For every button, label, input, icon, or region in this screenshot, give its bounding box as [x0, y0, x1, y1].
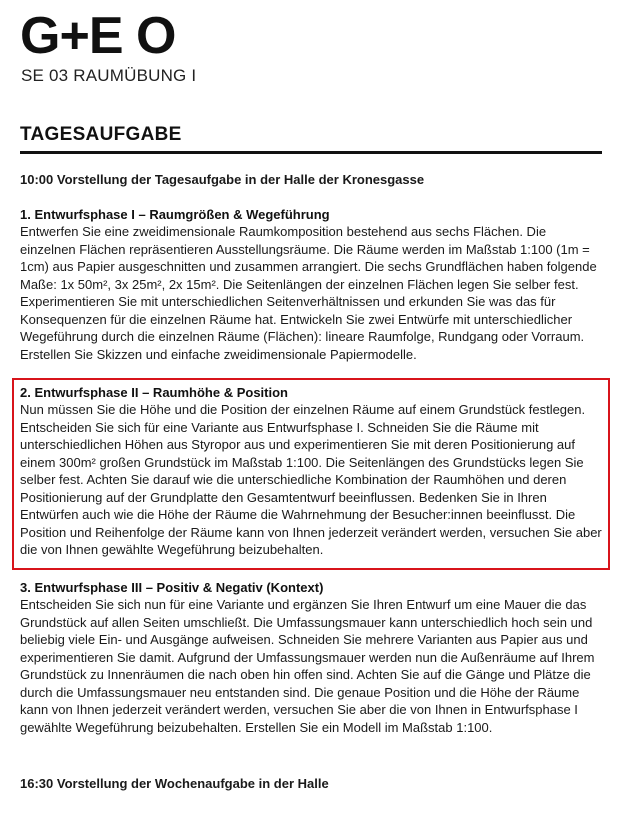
schedule-intro: 10:00 Vorstellung der Tagesaufgabe in der Halle der Kronesgasse: [20, 172, 425, 187]
phase-1-body: Entwerfen Sie eine zweidimensionale Raumkomposition bestehend aus sechs Flächen. Die einzelnen Flächen repräsentieren Ausstellungsräume. Die Räume werden im Maßstab 1:100 (1m = 1cm) aus Papier ausgeschnitten und zusammen arrangiert. Die sechs Grundflächen haben folgende Maße: 1x 50m², 3x 25m², 2x 15m². Die Seitenlängen der einzelnen Flächen legen Sie selber fest. Experimentieren Sie mit unterschiedlichen Seitenverhältnissen und erkunden Sie was das für Konsequenzen für die einzelnen Räume hat. Entwickeln Sie zwei Entwürfe mit unterschiedlicher Wegeführung durch die einzelnen Räume (Flächen): lineare Raumfolge, Rundgang oder Vorraum. Erstellen Sie Skizzen und einfache zweidimensionale Papiermodelle.: [20, 224, 597, 362]
section-divider: [20, 151, 602, 154]
phase-2-body: Nun müssen Sie die Höhe und die Position der einzelnen Räume auf einem Grundstück festlegen. Entscheiden Sie sich für eine Variante aus Entwurfsphase I. Schneiden Sie die Räume mit unterschiedlichen Höhen aus Styropor aus und experimentieren Sie mit deren Positionierung auf einem 300m² großen Grundstück im Maßstab 1:100. Die Seitenlängen des Grundstücks legen Sie selber fest. Achten Sie darauf wie die unterschiedliche Kombination der Raumhöhen und deren Positionierung auf der Grundplatte den Gesamtentwurf beeinflussen. Bedenken Sie in Ihren Entwürfen auch wie die Höhe der Räume die Wahrnehmung der Besucher:innen beeinflusst. Die Position und Reihenfolge der Räume kann von Ihnen jederzeit verändert werden, versuchen Sie aber die von Ihnen gewählte Wegeführung beizubehalten.: [20, 402, 602, 557]
phase-3-title: 3. Entwurfsphase III – Positiv & Negativ (Kontext): [20, 580, 324, 595]
phase-3: [20, 579, 604, 736]
phase-3-body: Entscheiden Sie sich nun für eine Variante und ergänzen Sie Ihren Entwurf um eine Mauer die das Grundstück auf allen Seiten umschließt. Die Umfassungsmauer kann unterschiedlich hoch sein und beliebig viele Ein- und Ausgänge aufweisen. Schneiden Sie mehrere Varianten aus Papier aus und experimentieren Sie damit. Aufgrund der Umfassungsmauer werden nun die Außenräume auf Ihrem Grundstück zu Innenräumen die nach oben hin offen sind. Achten Sie auf die Gänge und Plätze die durch die Umfassungsmauer neu entstanden sind. Die genaue Position und die Höhe der Räume kann von Ihnen jederzeit verändert werden, versuchen Sie aber die von Ihnen in Entwurfsphase I gewählte Wegeführung beizubehalten. Erstellen Sie ein Modell im Maßstab 1:100.: [20, 597, 595, 735]
section-title: TAGESAUFGABE: [20, 124, 182, 145]
phase-2-title: 2. Entwurfsphase II – Raumhöhe & Position: [20, 385, 288, 400]
schedule-outro: 16:30 Vorstellung der Wochenaufgabe in der Halle: [20, 776, 329, 791]
phase-1: [20, 206, 604, 363]
logo: G+E O: [20, 7, 176, 65]
phase-1-title: 1. Entwurfsphase I – Raumgrößen & Wegeführung: [20, 207, 330, 222]
phase-2: [20, 384, 604, 559]
course-subtitle: SE 03 RAUMÜBUNG I: [21, 66, 197, 85]
